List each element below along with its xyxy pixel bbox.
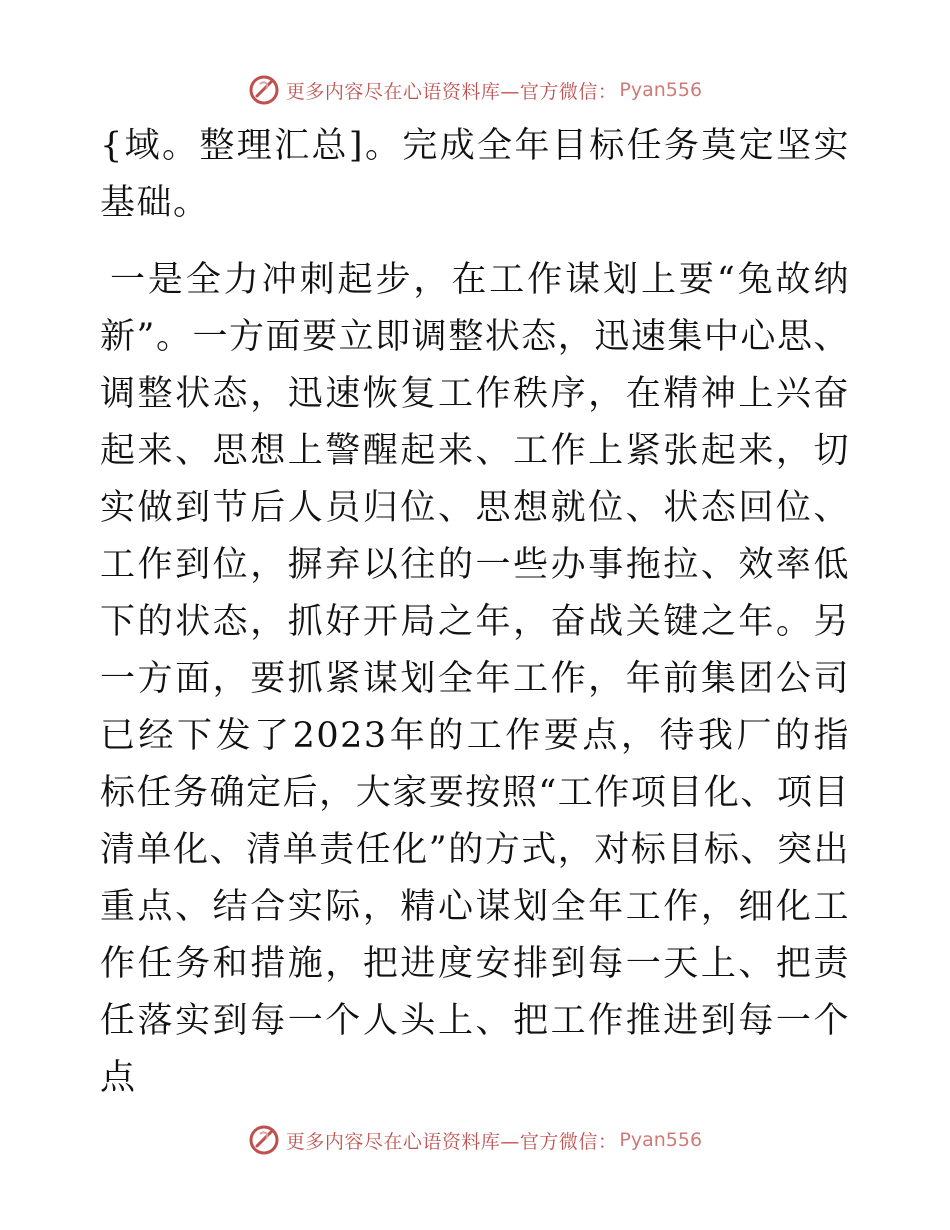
watermark-text: 更多内容尽在心语资料库—官方微信： — [285, 80, 618, 103]
logo-icon — [248, 74, 280, 106]
logo-icon — [248, 1124, 280, 1156]
watermark-id: Pyan556 — [619, 79, 703, 101]
paragraph: {域。整理汇总]。完成全年目标任务莫定坚实基础。 — [100, 126, 850, 223]
document-body — [100, 118, 850, 1107]
watermark-id: Pyan556 — [619, 1129, 703, 1151]
paragraph: 一是全力冲刺起步，在工作谋划上要“兔故纳新”。一方面要立即调整状态，迅速集中心思、调整状态，迅速恢复工作秩序，在精神上兴奋起来、思想上警醒起来、工作上紧张起来，切实做到节后人员归位、思想就位、状态回位、工作到位，摒弃以往的一些办事拖拉、效率低下的状态，抓好开局之年，奋战关键之年。另一方面，要抓紧谋划全年工作，年前集团公司已经下发了2023年的工作要点，待我厂的指标任务确定后，大家要按照“工作项目化、项目清单化、清单责任化”的方式，对标目标、突出重点、结合实际，精心谋划全年工作，细化工作任务和措施，把进度安排到每一天上、把责任落实到每一个人头上、把工作推进到每一个点 — [100, 260, 850, 1098]
page-footer-watermark — [0, 1122, 950, 1158]
page-header-watermark — [0, 72, 950, 108]
watermark-text: 更多内容尽在心语资料库—官方微信： — [285, 1130, 618, 1153]
